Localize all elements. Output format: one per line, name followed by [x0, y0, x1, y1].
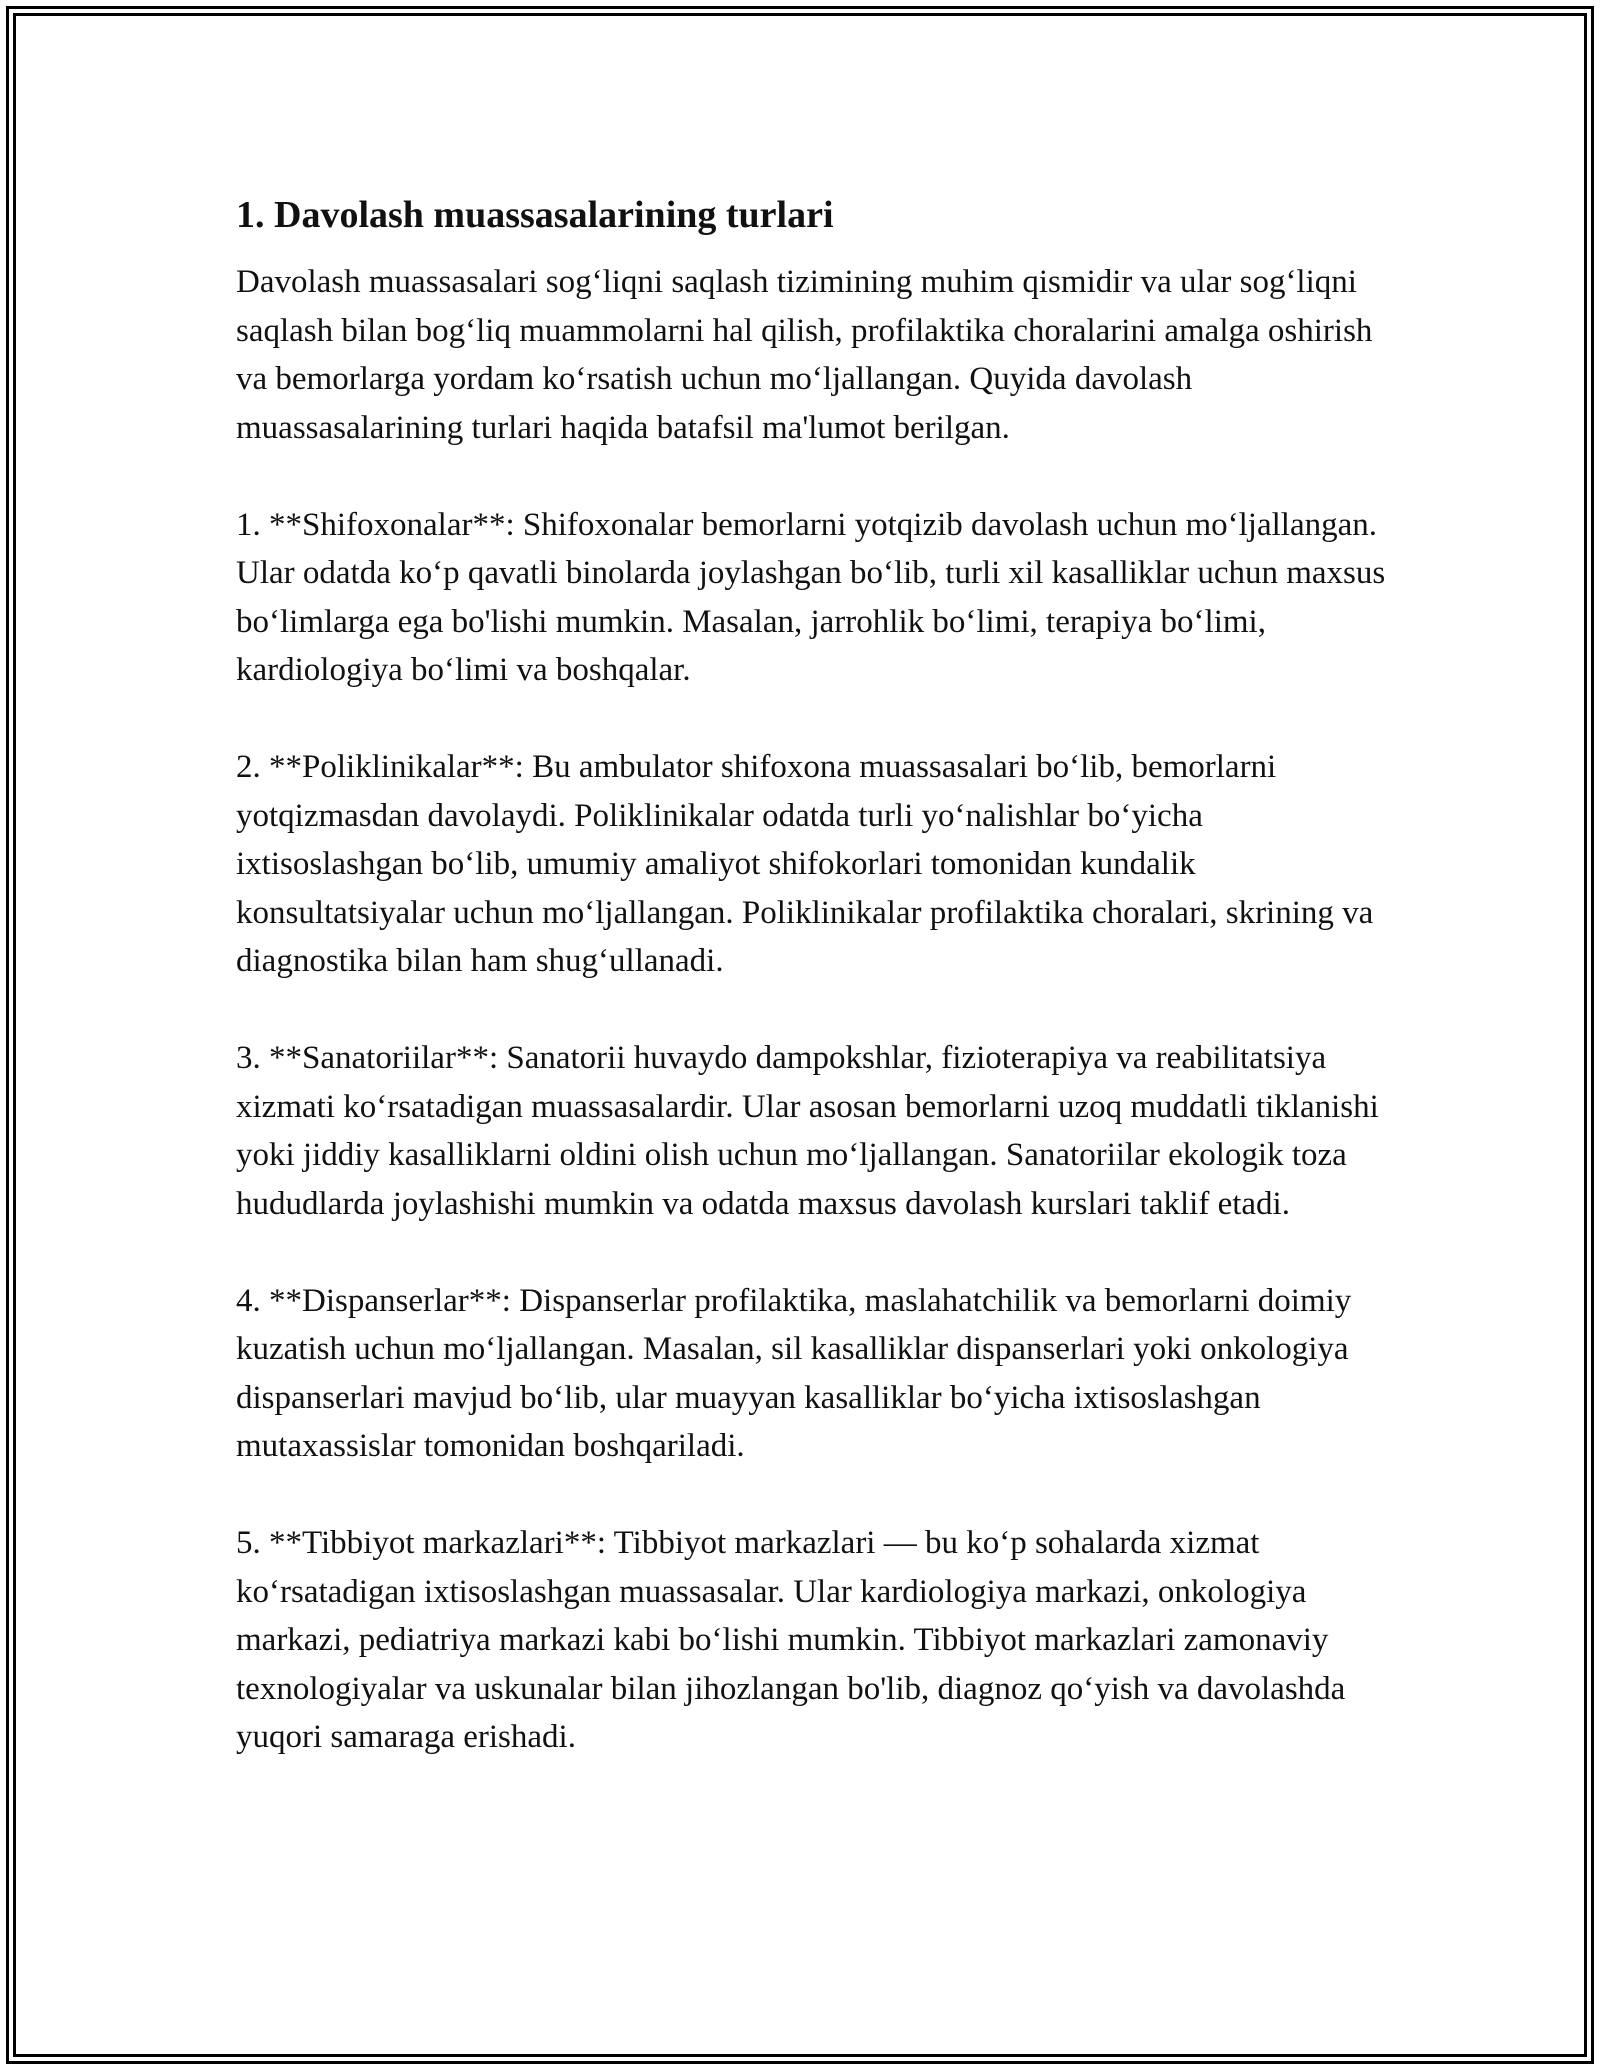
paragraph-shifoxonalar: 1. **Shifoxonalar**: Shifoxonalar bemorlarni yotqizib davolash uchun mo‘ljallangan. Ular odatda ko‘p qavatli binolarda joylashgan bo‘lib, turli xil kasalliklar uchun maxsus bo‘limlarga ega bo'lishi mumkin. Masalan, jarrohlik bo‘limi, terapiya bo‘limi, kardiologiya bo‘limi va boshqalar. — [236, 506, 1386, 688]
paragraph-poliklinikalar: 2. **Poliklinikalar**: Bu ambulator shifoxona muassasalari bo‘lib, bemorlarni yotqizmasdan davolaydi. Poliklinikalar odatda turli yo‘nalishlar bo‘yicha ixtisoslashgan bo‘lib, umumiy amaliyot shifokorlari tomonidan kundalik konsultatsiyalar uchun mo‘ljallangan. Poliklinikalar profilaktika choralari, skrining va diagnostika bilan ham shug‘ullanadi. — [236, 749, 1374, 979]
document-title: 1. Davolash muassasalarining turlari — [236, 194, 834, 236]
paragraph-dispanserlar: 4. **Dispanserlar**: Dispanserlar profilaktika, maslahatchilik va bemorlarni doimiy kuzatish uchun mo‘ljallangan. Masalan, sil kasalliklar dispanserlari yoki onkologiya dispanserlari mavjud bo‘lib, ular muayyan kasalliklar bo‘yicha ixtisoslashgan mutaxassislar tomonidan boshqariladi. — [236, 1282, 1352, 1464]
document-body — [236, 188, 1386, 1810]
paragraph-tibbiyot-markazlari: 5. **Tibbiyot markazlari**: Tibbiyot markazlari — bu ko‘p sohalarda xizmat ko‘rsatadigan ixtisoslashgan muassasalar. Ular kardiologiya markazi, onkologiya markazi, pediatriya markazi kabi bo‘lishi mumkin. Tibbiyot markazlari zamonaviy texnologiyalar va uskunalar bilan jihozlangan bo'lib, diagnoz qo‘yish va davolashda yuqori samaraga erishadi. — [236, 1525, 1346, 1755]
paragraph-sanatoriilar: 3. **Sanatoriilar**: Sanatorii huvaydo dampokshlar, fizioterapiya va reabilitatsiya xizmati ko‘rsatadigan muassasalardir. Ular asosan bemorlarni uzoq muddatli tiklanishi yoki jiddiy kasalliklarni oldini olish uchun mo‘ljallangan. Sanatoriilar ekologik toza hududlarda joylashishi mumkin va odatda maxsus davolash kurslari taklif etadi. — [236, 1040, 1379, 1222]
intro-paragraph: Davolash muassasalari sog‘liqni saqlash tizimining muhim qismidir va ular sog‘liqni saqlash bilan bog‘liq muammolarni hal qilish, profilaktika choralarini amalga oshirish va bemorlarga yordam ko‘rsatish uchun mo‘ljallangan. Quyida davolash muassasalarining turlari haqida batafsil ma'lumot berilgan. — [236, 264, 1373, 446]
